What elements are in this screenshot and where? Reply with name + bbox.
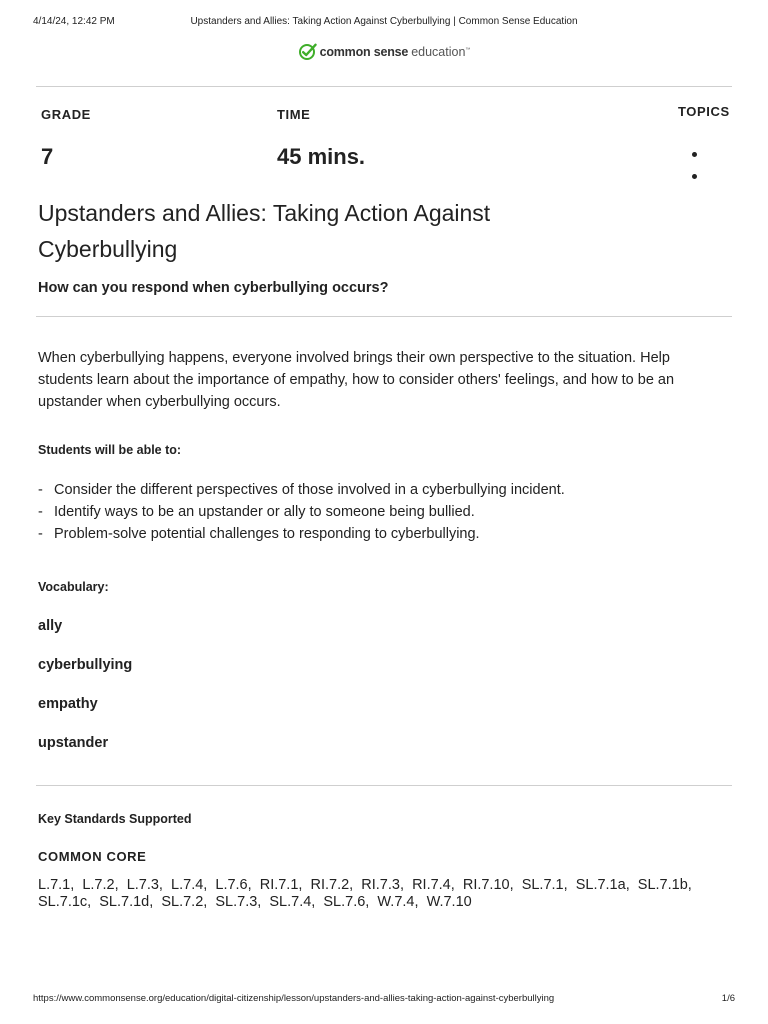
standard-code: RI.7.2, (310, 877, 354, 893)
lesson-title: Upstanders and Allies: Taking Action Against Cyberbullying (38, 200, 491, 262)
print-page-title: Upstanders and Allies: Taking Action Against Cyberbullying | Common Sense Education (190, 16, 578, 27)
common-core-label: COMMON CORE (38, 849, 147, 864)
time-value: 45 mins. (277, 144, 366, 169)
logo-brand-text: common sense (319, 45, 409, 59)
common-sense-education-logo (0, 43, 768, 63)
standard-code: SL.7.1b, (637, 877, 692, 893)
vocab-word: upstander (38, 735, 109, 751)
standard-code: L.7.1, (38, 877, 75, 893)
vocabulary-heading: Vocabulary: (38, 580, 109, 594)
objectives-list (38, 479, 565, 545)
list-item: - Identify ways to be an upstander or ally to someone being bullied. (38, 504, 475, 520)
standard-code: W.7.4, (377, 894, 419, 910)
topics-label: TOPICS (678, 104, 730, 119)
standard-code: RI.7.4, (412, 877, 455, 893)
divider (36, 86, 732, 87)
checkmark-circle-icon (298, 43, 317, 61)
vocab-word: ally (38, 618, 63, 634)
grade-label: GRADE (41, 107, 91, 122)
topic-bullet (692, 152, 697, 157)
logo-subbrand-text: education™ (411, 45, 471, 59)
list-item: - Consider the different perspectives of those involved in a cyberbullying incident. (38, 482, 565, 498)
standard-code: SL.7.1d, (99, 894, 154, 910)
standard-code: RI.7.1, (259, 877, 303, 893)
page-number: 1/6 (721, 993, 735, 1004)
standards-list (38, 877, 708, 911)
topic-bullet (692, 174, 697, 179)
standard-code: L.7.6, (215, 877, 252, 893)
print-header (33, 16, 735, 30)
standard-code: RI.7.3, (361, 877, 404, 893)
standard-code: L.7.3, (126, 877, 163, 893)
standard-code: L.7.4, (171, 877, 208, 893)
essential-question: How can you respond when cyberbullying occurs? (38, 280, 389, 296)
print-url: https://www.commonsense.org/education/digital-citizenship/lesson/upstanders-and-allies-taking-action-against-cyberbullying (33, 993, 555, 1004)
vocab-word: cyberbullying (38, 657, 133, 673)
lesson-description: When cyberbullying happens, everyone involved brings their own perspective to the situation. Help students learn about the importance of empathy, how to consider others' feelings, and how to be an upstander when cyberbullying occurs. (38, 350, 675, 410)
print-footer (33, 993, 735, 1007)
standard-code: SL.7.1a, (575, 877, 630, 893)
grade-value: 7 (41, 144, 54, 169)
time-label: TIME (277, 107, 311, 122)
divider (36, 316, 732, 317)
vocab-word: empathy (38, 696, 98, 712)
standard-code: W.7.10 (426, 894, 472, 910)
list-item: - Problem-solve potential challenges to responding to cyberbullying. (38, 526, 480, 542)
standards-heading: Key Standards Supported (38, 812, 192, 826)
standard-code: SL.7.1, (521, 877, 568, 893)
standard-code: SL.7.3, (215, 894, 262, 910)
divider (36, 785, 732, 786)
standard-code: SL.7.4, (269, 894, 316, 910)
standard-code: SL.7.2, (161, 894, 208, 910)
standard-code: SL.7.1c, (38, 894, 92, 910)
standard-code: RI.7.10, (462, 877, 514, 893)
print-datetime: 4/14/24, 12:42 PM (33, 16, 115, 27)
standard-code: L.7.2, (82, 877, 119, 893)
standard-code: SL.7.6, (323, 894, 370, 910)
objectives-heading: Students will be able to: (38, 443, 182, 457)
